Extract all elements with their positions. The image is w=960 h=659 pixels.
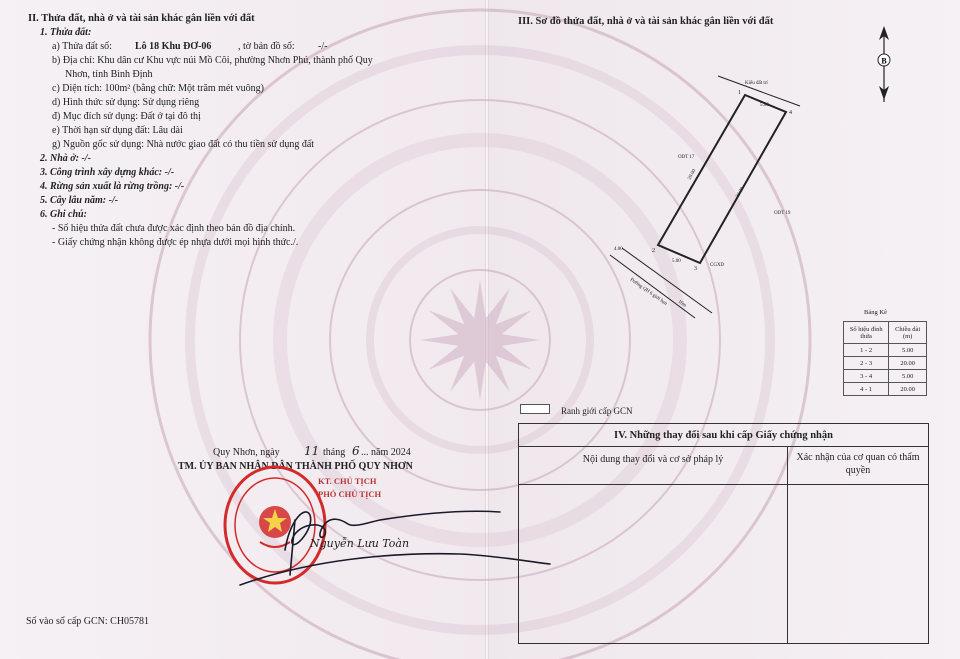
house-line: 2. Nhà ở: -/- xyxy=(40,153,91,164)
table-row xyxy=(844,344,927,357)
vertex-1: 1 xyxy=(738,90,741,96)
table-cell: 5.00 xyxy=(889,370,927,383)
map-sheet-label: , tờ bản đồ số: xyxy=(238,41,295,52)
table-row xyxy=(844,370,927,383)
signer-name: Nguyễn Lưu Toàn xyxy=(310,537,410,550)
section-iii-title: III. Sơ đồ thửa đất, nhà ở và tài sản khác gắn liền với đất xyxy=(518,16,774,27)
table-row xyxy=(844,357,927,370)
usage-form: d) Hình thức sử dụng: Sử dụng riêng xyxy=(52,97,200,108)
table-cell: 2 - 3 xyxy=(844,357,889,370)
changes-col-confirmation: Xác nhận của cơ quan có thẩm quyền xyxy=(796,452,920,476)
length-table-title: Bảng Kê xyxy=(864,309,887,316)
vertex-2: 2 xyxy=(652,248,655,254)
map-sheet-value: -/- xyxy=(318,41,328,52)
pho-chu-tich: PHÓ CHỦ TỊCH xyxy=(318,489,382,499)
date-year: ... năm 2024 xyxy=(361,447,411,458)
corner-left-length: 4.00 xyxy=(614,247,623,252)
table-cell: 1 - 2 xyxy=(844,344,889,357)
length-table xyxy=(843,321,927,396)
cert-register-number: Số vào sổ cấp GCN: CH05781 xyxy=(26,616,150,627)
odt-right: ODT 19 xyxy=(774,211,791,216)
usage-term: e) Thời hạn sử dụng đất: Lâu dài xyxy=(52,125,183,136)
note-1: - Số hiệu thửa đất chưa được xác định theo bản đồ địa chính. xyxy=(52,223,296,234)
land-origin: g) Nguồn gốc sử dụng: Nhà nước giao đất có thu tiền sử dụng đất xyxy=(52,139,315,150)
section-ii-title: II. Thửa đất, nhà ở và tài sản khác gắn liền với đất xyxy=(28,13,255,24)
changes-title: IV. Những thay đổi sau khi cấp Giấy chứng nhận xyxy=(519,424,928,447)
usage-purpose: đ) Mục đích sử dụng: Đất ở tại đô thị xyxy=(52,111,201,122)
boundary-legend-swatch xyxy=(520,404,550,414)
table-row xyxy=(844,383,927,396)
date-month-label: tháng xyxy=(323,447,346,458)
date-month: 6 xyxy=(352,444,360,458)
odt-left: ODT 17 xyxy=(678,155,695,160)
changes-col-content: Nội dung thay đổi và cơ sở pháp lý xyxy=(582,454,724,465)
date-prefix: Quy Nhơn, ngày xyxy=(213,447,280,458)
table-cell: 20.00 xyxy=(889,383,927,396)
north-arrow-icon xyxy=(873,24,895,106)
notes-heading: 6. Ghi chú: xyxy=(40,209,87,220)
table-header-vertex: Số hiệu đỉnh thửa xyxy=(844,322,889,344)
area-text: c) Diện tích: 100m² (bằng chữ: Một trăm mét vuông) xyxy=(52,83,264,94)
forest-line: 4. Rừng sản xuất là rừng trồng: -/- xyxy=(40,181,185,192)
kt-chu-tich: KT. CHỦ TỊCH xyxy=(318,476,377,486)
construction-line: 3. Công trình xây dựng khác: -/- xyxy=(40,167,175,178)
table-cell: 20.00 xyxy=(889,357,927,370)
left-edge-length: 20.00 xyxy=(687,168,698,181)
vertex-4: 4 xyxy=(789,110,792,116)
parcel-value: Lô 18 Khu ĐƠ-06 xyxy=(135,41,212,52)
north-letter: B xyxy=(881,56,887,66)
parcel-diagram xyxy=(590,70,840,340)
perennial-line: 5. Cây lâu năm: -/- xyxy=(40,195,119,206)
note-2: - Giấy chứng nhận không được ép nhựa dưới mọi hình thức./. xyxy=(52,237,299,248)
top-edge-length: 5.00 xyxy=(760,103,769,108)
boundary-legend-label: Ranh giới cấp GCN xyxy=(561,406,633,416)
diagram-top-note: Kiểu đất trí xyxy=(745,81,768,86)
land-heading: 1. Thửa đất: xyxy=(40,27,92,38)
date-day: 11 xyxy=(304,444,320,458)
table-cell: 4 - 1 xyxy=(844,383,889,396)
right-edge-length: 20.00 xyxy=(735,186,746,199)
changes-table xyxy=(518,423,929,644)
bottom-edge-length: 5.00 xyxy=(672,259,681,264)
table-cell: 3 - 4 xyxy=(844,370,889,383)
road-label: Đường QH 6 giới hạn xyxy=(628,277,668,307)
vertex-3: 3 xyxy=(694,266,697,272)
cgxd-label: CGXD xyxy=(710,263,725,268)
header-divider xyxy=(519,484,928,485)
address-line-2: Nhơn, tỉnh Bình Định xyxy=(65,69,153,80)
table-header-length: Chiều dài (m) xyxy=(889,322,927,344)
road-width: 16m xyxy=(676,299,688,309)
parcel-label: a) Thửa đất số: xyxy=(52,41,112,52)
table-cell: 5.00 xyxy=(889,344,927,357)
issuing-authority: TM. ỦY BAN NHÂN DÂN THÀNH PHỐ QUY NHƠN xyxy=(178,461,413,472)
address-line-1: b) Địa chỉ: Khu dân cư Khu vực núi Mồ Côi, phường Nhơn Phú, thành phố Quy xyxy=(52,55,373,66)
